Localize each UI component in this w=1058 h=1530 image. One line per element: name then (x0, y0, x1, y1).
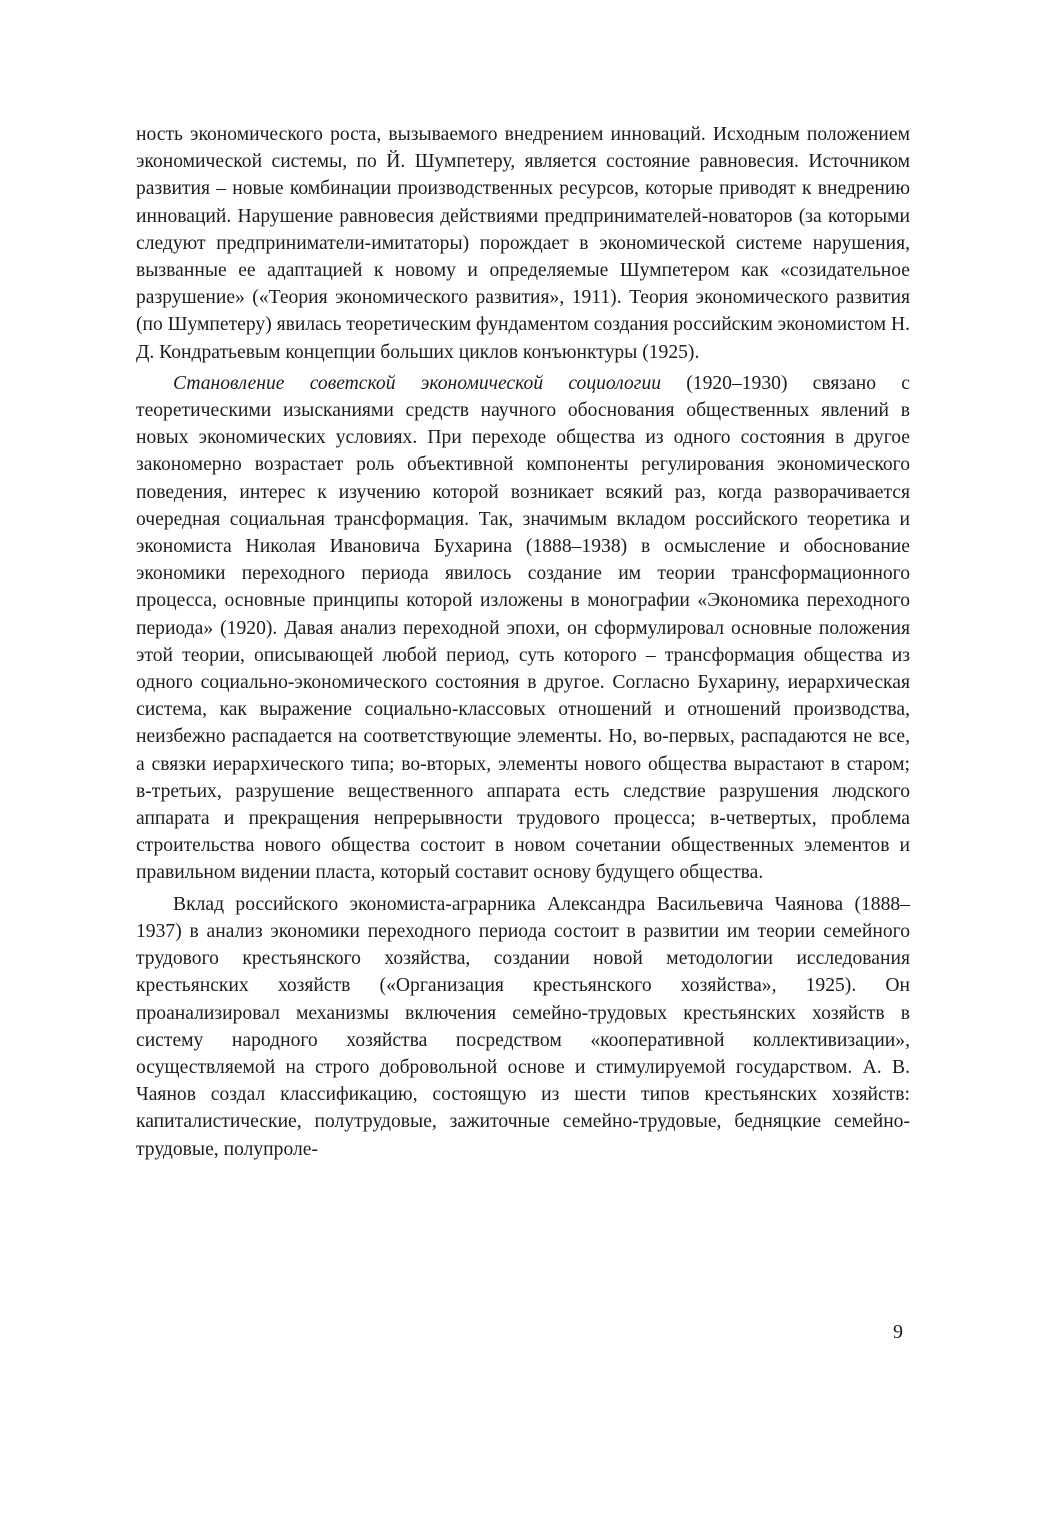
paragraph-bukharin-text: (1920–1930) связано с теоретическими изысканиями средств научного обоснования общественных явлений в новых экономических условиях. При переходе общества из одного состояния в другое закономерно возрастает роль объективной компоненты регулирования экономического поведения, интерес к изучению которой возникает всякий раз, когда разворачивается очередная социальная трансформация. Так, значимым вкладом российского теоретика и экономиста Николая Ивановича Бухарина (1888–1938) в осмысление и обоснование экономики переходного периода явилось создание им теории трансформационного процесса, основные принципы которой изложены в монографии «Экономика переходного периода» (1920). Давая анализ переходной эпохи, он сформулировал основные положения этой теории, описывающей любой период, суть которого – трансформация общества из одного социально-экономического состояния в другое. Согласно Бухарину, иерархическая система, как выражение социально-классовых отношений и отношений производства, неизбежно распадается на соответствующие элементы. Но, во-первых, распадаются не все, а связки иерархического типа; во-вторых, элементы нового общества вырастают в старом; в-третьих, разрушение вещественного аппарата есть следствие разрушения людского аппарата и прекращения непрерывности трудового процесса; в-четвертых, проблема строительства нового общества состоит в новом сочетании общественных элементов и правильном видении пласта, который составит основу будущего общества. (136, 372, 910, 884)
body-text (136, 121, 910, 1163)
paragraph-chayanov: Вклад российского экономиста-аграрника Александра Васильевича Чаянова (1888–1937) в анализ экономики переходного периода состоит в развитии им теории семейного трудового крестьянского хозяйства, создании новой методологии исследования крестьянских хозяйств («Организация крестьянского хозяйства», 1925). Он проанализировал механизмы включения семейно-трудовых крестьянских хозяйств в систему народного хозяйства посредством «кооперативной коллективизации», осуществляемой на строго добровольной основе и стимулируемой государством. А. В. Чаянов создал классификацию, состоящую из шести типов крестьянских хозяйств: капиталистические, полутрудовые, зажиточные семейно-трудовые, бедняцкие семейно-трудовые, полупроле- (136, 893, 910, 1160)
italic-section-heading: Становление советской экономической социологии (173, 372, 662, 394)
page-number: 9 (893, 1321, 903, 1343)
paragraph-schumpeter: ность экономического роста, вызываемого внедрением инноваций. Исходным положением экономической системы, по Й. Шумпетеру, является состояние равновесия. Источником развития – новые комбинации производственных ресурсов, которые приводят к внедрению инноваций. Нарушение равновесия действиями предпринимателей-новаторов (за которыми следуют предприниматели-имитаторы) порождает в экономической системе нарушения, вызванные ее адаптацией к новому и определяемые Шумпетером как «созидательное разрушение» («Теория экономического развития», 1911). Теория экономического развития (по Шумпетеру) явилась теоретическим фундаментом создания российским экономистом Н. Д. Кондратьевым концепции больших циклов конъюнктуры (1925). (136, 124, 910, 363)
paragraph-soviet-sociology (136, 370, 910, 887)
